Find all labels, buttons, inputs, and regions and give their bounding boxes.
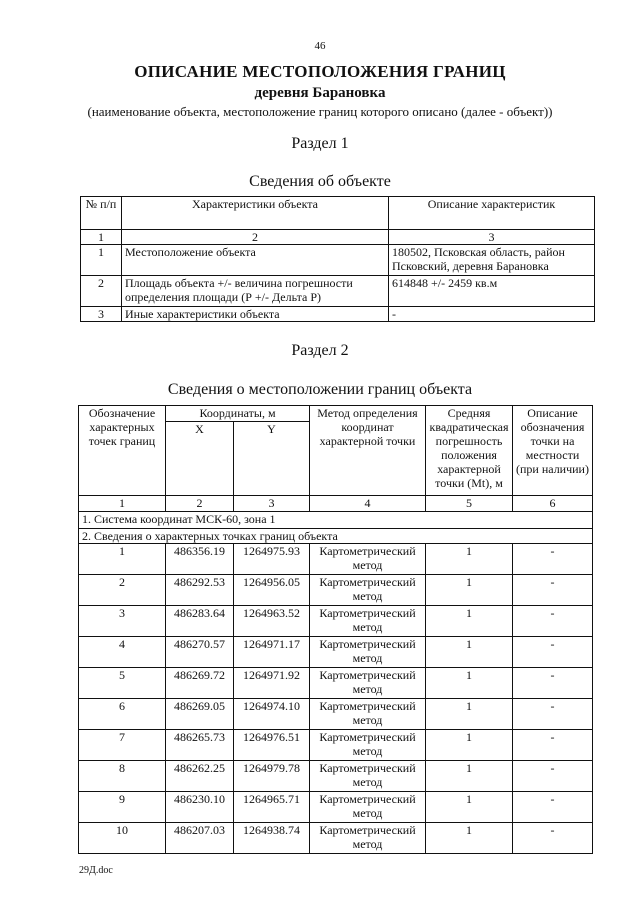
point-accuracy: 1 <box>426 761 513 792</box>
point-description: - <box>513 730 593 761</box>
document-subtitle: деревня Барановка <box>254 85 386 101</box>
document-title: ОПИСАНИЕ МЕСТОПОЛОЖЕНИЯ ГРАНИЦ <box>134 62 506 81</box>
point-description: - <box>513 637 593 668</box>
point-description: - <box>513 544 593 575</box>
point-x: 486207.03 <box>166 823 234 854</box>
point-description: - <box>513 823 593 854</box>
point-description: - <box>513 761 593 792</box>
point-id: 4 <box>79 637 166 668</box>
table-row <box>81 245 595 276</box>
point-accuracy: 1 <box>426 637 513 668</box>
point-id: 1 <box>79 544 166 575</box>
table-row <box>79 668 593 699</box>
row-number: 1 <box>81 245 122 276</box>
point-description: - <box>513 792 593 823</box>
point-id: 7 <box>79 730 166 761</box>
point-method: Картометрический метод <box>310 575 426 606</box>
section1-label: Раздел 1 <box>291 135 349 152</box>
point-x: 486262.25 <box>166 761 234 792</box>
point-accuracy: 1 <box>426 668 513 699</box>
colnum: 2 <box>166 496 234 512</box>
row-name: Иные характеристики объекта <box>122 307 389 322</box>
point-id: 5 <box>79 668 166 699</box>
point-description: - <box>513 668 593 699</box>
point-y: 1264971.92 <box>234 668 310 699</box>
header-points: Обозначение характерных точек границ <box>79 406 166 496</box>
point-id: 3 <box>79 606 166 637</box>
point-x: 486265.73 <box>166 730 234 761</box>
table-row <box>79 823 593 854</box>
point-method: Картометрический метод <box>310 637 426 668</box>
header-y: Y <box>234 422 310 496</box>
point-y: 1264938.74 <box>234 823 310 854</box>
point-method: Картометрический метод <box>310 606 426 637</box>
colnum: 1 <box>79 496 166 512</box>
header-accuracy: Средняя квадратическая погрешность положения характерной точки (Mt), м <box>426 406 513 496</box>
point-description: - <box>513 699 593 730</box>
table-row <box>79 637 593 668</box>
header-x: X <box>166 422 234 496</box>
point-y: 1264963.52 <box>234 606 310 637</box>
table-row <box>79 730 593 761</box>
point-x: 486269.05 <box>166 699 234 730</box>
point-accuracy: 1 <box>426 606 513 637</box>
colnum: 6 <box>513 496 593 512</box>
colnum: 1 <box>81 230 122 245</box>
point-x: 486283.64 <box>166 606 234 637</box>
table-row <box>79 606 593 637</box>
point-accuracy: 1 <box>426 730 513 761</box>
row-name: Местоположение объекта <box>122 245 389 276</box>
table-row <box>81 276 595 307</box>
point-x: 486269.72 <box>166 668 234 699</box>
colnum: 4 <box>310 496 426 512</box>
point-accuracy: 1 <box>426 792 513 823</box>
point-accuracy: 1 <box>426 823 513 854</box>
table-row <box>81 307 595 322</box>
point-y: 1264979.78 <box>234 761 310 792</box>
object-note: (наименование объекта, местоположение границ которого описано (далее - объект)) <box>87 104 553 119</box>
header-coordinates: Координаты, м <box>166 406 310 422</box>
point-method: Картометрический метод <box>310 668 426 699</box>
point-accuracy: 1 <box>426 575 513 606</box>
row-name: Площадь объекта +/- величина погрешности определения площади (Р +/- Дельта Р) <box>122 276 389 307</box>
row-value: 614848 +/- 2459 кв.м <box>389 276 595 307</box>
point-id: 8 <box>79 761 166 792</box>
point-accuracy: 1 <box>426 699 513 730</box>
point-method: Картометрический метод <box>310 823 426 854</box>
table-row <box>79 761 593 792</box>
colnum: 3 <box>234 496 310 512</box>
row-value: - <box>389 307 595 322</box>
point-x: 486292.53 <box>166 575 234 606</box>
point-x: 486230.10 <box>166 792 234 823</box>
point-method: Картометрический метод <box>310 730 426 761</box>
point-method: Картометрический метод <box>310 761 426 792</box>
table-row <box>79 544 593 575</box>
table-row <box>79 699 593 730</box>
row-number: 2 <box>81 276 122 307</box>
boundary-points-table <box>78 405 593 854</box>
point-y: 1264976.51 <box>234 730 310 761</box>
point-description: - <box>513 606 593 637</box>
point-x: 486356.19 <box>166 544 234 575</box>
point-y: 1264956.05 <box>234 575 310 606</box>
coordinate-system: 1. Система координат МСК-60, зона 1 <box>79 512 593 529</box>
point-x: 486270.57 <box>166 637 234 668</box>
point-y: 1264975.93 <box>234 544 310 575</box>
point-y: 1264965.71 <box>234 792 310 823</box>
colnum: 5 <box>426 496 513 512</box>
colnum: 3 <box>389 230 595 245</box>
point-id: 2 <box>79 575 166 606</box>
table-row <box>79 575 593 606</box>
point-method: Картометрический метод <box>310 699 426 730</box>
point-method: Картометрический метод <box>310 544 426 575</box>
points-title: 2. Сведения о характерных точках границ объекта <box>79 529 593 544</box>
header-characteristics: Характеристики объекта <box>122 197 389 230</box>
row-value: 180502, Псковская область, район Псковский, деревня Барановка <box>389 245 595 276</box>
header-description: Описание обозначения точки на местности (при наличии) <box>513 406 593 496</box>
section2-label: Раздел 2 <box>291 342 349 359</box>
section2-heading: Сведения о местоположении границ объекта <box>167 381 473 398</box>
file-name: 29Д.doc <box>79 865 113 876</box>
header-num: № п/п <box>81 197 122 230</box>
row-number: 3 <box>81 307 122 322</box>
point-id: 9 <box>79 792 166 823</box>
object-info-table <box>80 196 595 322</box>
point-id: 6 <box>79 699 166 730</box>
point-accuracy: 1 <box>426 544 513 575</box>
page-number: 46 <box>314 40 326 52</box>
point-y: 1264971.17 <box>234 637 310 668</box>
point-method: Картометрический метод <box>310 792 426 823</box>
header-method: Метод определения координат характерной точки <box>310 406 426 496</box>
section1-heading: Сведения об объекте <box>249 173 391 190</box>
table-row <box>79 792 593 823</box>
colnum: 2 <box>122 230 389 245</box>
point-description: - <box>513 575 593 606</box>
point-y: 1264974.10 <box>234 699 310 730</box>
point-id: 10 <box>79 823 166 854</box>
header-description: Описание характеристик <box>389 197 595 230</box>
